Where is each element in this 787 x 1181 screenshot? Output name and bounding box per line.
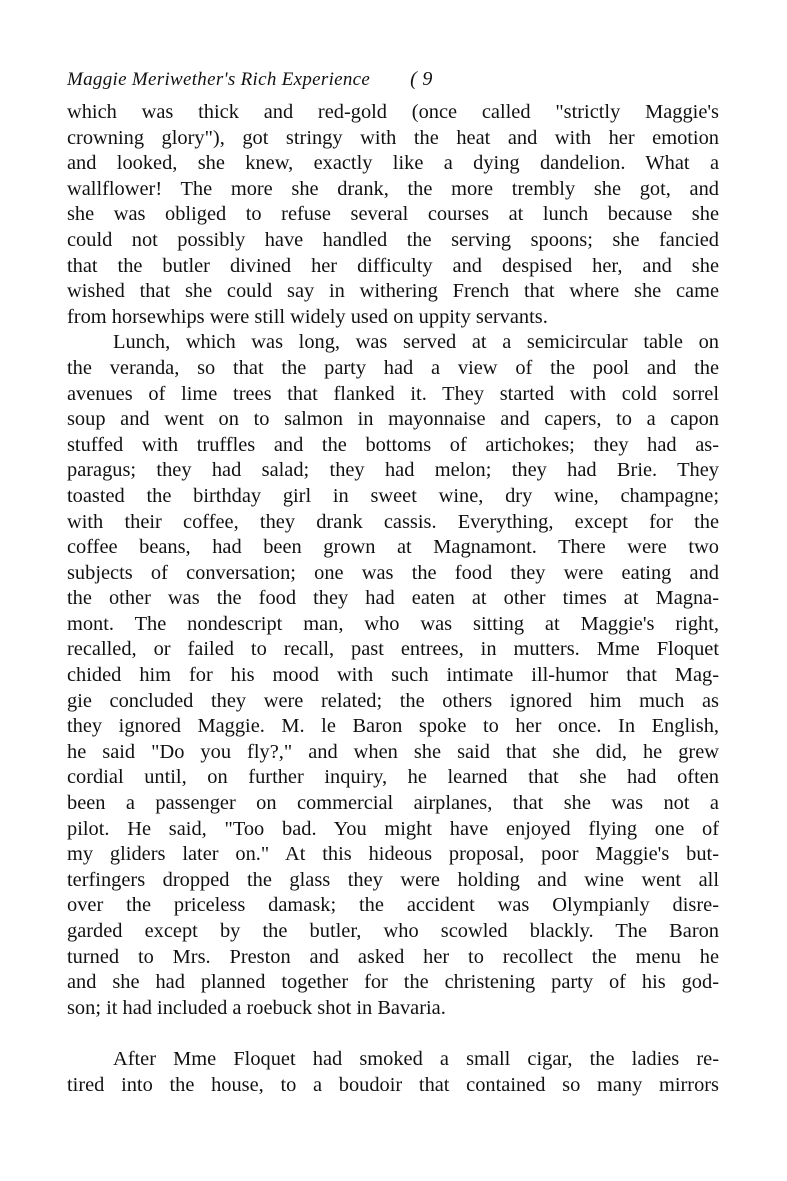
text-line: soup and went on to salmon in mayonnaise and capers, to a capon (67, 408, 719, 431)
text-line: chided him for his mood with such intimate ill-humor that Mag- (67, 664, 719, 687)
text-line: mont. The nondescript man, who was sitting at Maggie's right, (67, 612, 719, 635)
text-line: he said "Do you fly?," and when she said that she did, he grew (67, 740, 719, 763)
text-line: been a passenger on commercial airplanes, that she was not a (67, 792, 719, 815)
text-line: which was thick and red-gold (once called "strictly Maggie's (67, 101, 719, 123)
text-line: subjects of conversation; one was the food they were eating and (67, 561, 719, 584)
text-line: recalled, or failed to recall, past entrees, in mutters. Mme Floquet (67, 638, 719, 661)
text-line: terfingers dropped the glass they were holding and wine went all (67, 868, 719, 891)
page-number: ( 9 (410, 68, 433, 90)
text-line: and she had planned together for the christening party of his god- (67, 971, 719, 994)
text-line: gie concluded they were related; the others ignored him much as (67, 689, 719, 712)
text-line: they ignored Maggie. M. le Baron spoke to her once. In English, (67, 715, 719, 738)
text-line: wished that she could say in withering French that where she came (67, 280, 719, 303)
text-line: and looked, she knew, exactly like a dying dandelion. What a (67, 152, 719, 175)
text-line: over the priceless damask; the accident was Olympianly disre- (67, 894, 719, 917)
paragraph-2 (67, 330, 719, 1021)
running-head (67, 64, 719, 94)
text-line: son; it had included a roebuck shot in Bavaria. (67, 996, 446, 1019)
text-line: coffee beans, had been grown at Magnamont. There were two (67, 536, 719, 559)
text-line: Lunch, which was long, was served at a semicircular table on (113, 331, 719, 354)
text-line: from horsewhips were still widely used on uppity servants. (67, 305, 548, 328)
text-line: that the butler divined her difficulty and despised her, and she (67, 254, 719, 277)
text-line: garded except by the butler, who scowled blackly. The Baron (67, 920, 719, 942)
text-line: turned to Mrs. Preston and asked her to recollect the menu he (67, 945, 719, 968)
text-line: could not possibly have handled the serving spoons; she fancied (67, 228, 719, 251)
text-line: After Mme Floquet had smoked a small cigar, the ladies re- (113, 1048, 719, 1071)
text-line: stuffed with truffles and the bottoms of artichokes; they had as- (67, 433, 719, 456)
text-line: the veranda, so that the party had a view of the pool and the (67, 356, 719, 379)
paragraph-1 (67, 100, 719, 330)
text-line: cordial until, on further inquiry, he learned that she had often (67, 766, 719, 789)
running-head-title: Maggie Meriwether's Rich Experience (67, 69, 371, 90)
text-line: paragus; they had salad; they had melon; they had Brie. They (67, 459, 719, 482)
text-line: tired into the house, to a boudoir that contained so many mirrors (67, 1073, 719, 1096)
text-line: pilot. He said, "Too bad. You might have enjoyed flying one of (67, 817, 719, 840)
book-page (67, 64, 719, 1099)
text-line: she was obliged to refuse several courses at lunch because she (67, 203, 719, 226)
section-gap (67, 1021, 719, 1047)
text-line: crowning glory"), got stringy with the heat and with her emotion (67, 126, 719, 149)
text-line: wallflower! The more she drank, the more trembly she got, and (67, 177, 719, 200)
text-line: the other was the food they had eaten at other times at Magna- (67, 587, 719, 610)
text-line: toasted the birthday girl in sweet wine, dry wine, champagne; (67, 484, 719, 507)
text-line: avenues of lime trees that flanked it. They started with cold sorrel (67, 382, 719, 405)
text-line: with their coffee, they drank cassis. Everything, except for the (67, 510, 719, 533)
text-line: my gliders later on." At this hideous proposal, poor Maggie's but- (67, 843, 719, 866)
paragraph-3 (67, 1047, 719, 1098)
